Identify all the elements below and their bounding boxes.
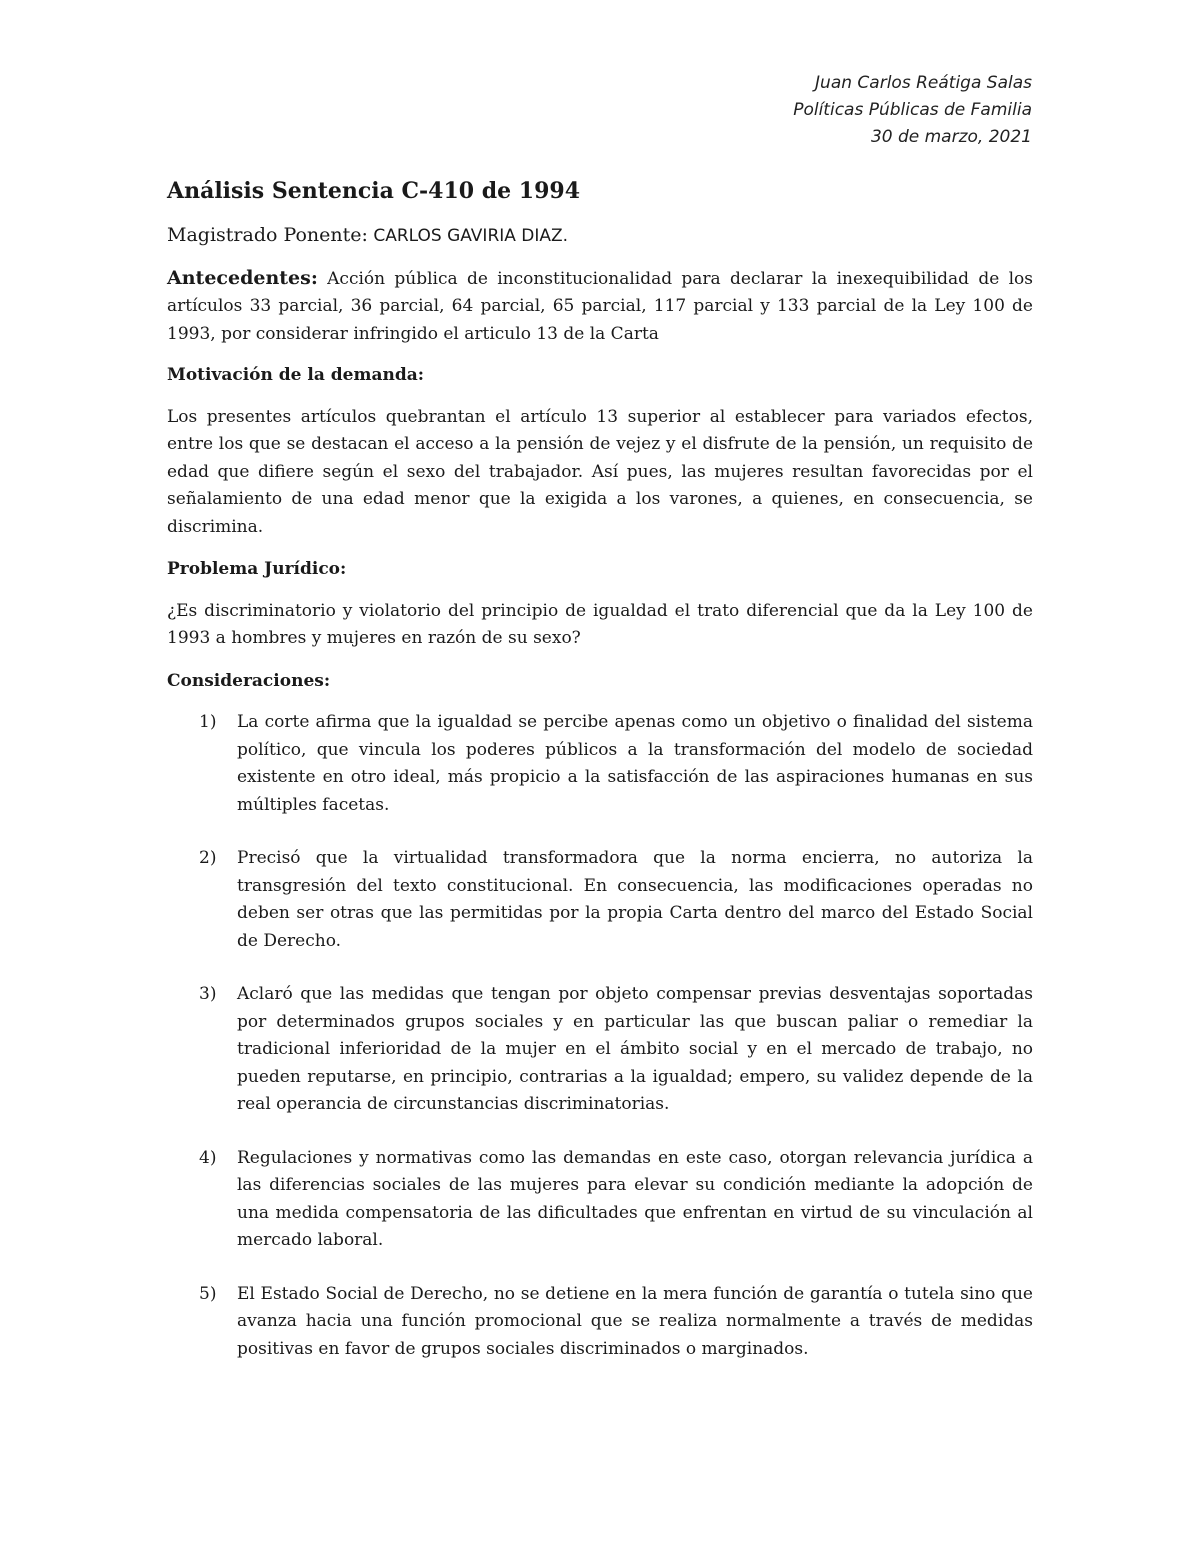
course-name: Políticas Públicas de Familia <box>793 100 1032 120</box>
motivation-heading: Motivación de la demanda: <box>167 365 425 385</box>
magistrate-line <box>167 222 1033 251</box>
considerations-heading: Consideraciones: <box>167 670 331 691</box>
list-item-number: 2) <box>199 848 217 868</box>
magistrate-value: CARLOS GAVIRIA DIAZ. <box>373 226 569 246</box>
list-item-text: Aclaró que las medidas que tengan por objeto compensar previas desventajas soportadas por determinados grupos sociales y en particular las que buscan paliar o remediar la tradicional inferioridad de la mujer en el ámbito social y en el mercado de trabajo, no pueden reputarse, en principio, contrarias a la igualdad; empero, su validez depende de la real operancia de circunstancias discriminatorias. <box>237 984 1033 1114</box>
problem-heading: Problema Jurídico: <box>167 559 347 579</box>
problem-text: ¿Es discriminatorio y violatorio del principio de igualdad el trato diferencial que da la Ley 100 de 1993 a hombres y mujeres en razón de su sexo? <box>167 600 1033 648</box>
list-item <box>167 709 1033 819</box>
background-label: Antecedentes: <box>167 266 318 289</box>
document-body <box>167 176 1033 1389</box>
list-item <box>167 1145 1033 1255</box>
considerations-list <box>167 709 1033 1363</box>
list-item-text: El Estado Social de Derecho, no se detiene en la mera función de garantía o tutela sino que avanza hacia una función promocional que se realiza normalmente a través de medidas positivas en favor de grupos sociales discriminados o marginados. <box>237 1283 1033 1359</box>
background-paragraph <box>167 265 1033 349</box>
author-name: Juan Carlos Reátiga Salas <box>815 73 1032 93</box>
magistrate-label: Magistrado Ponente: <box>167 224 368 246</box>
motivation-text: Los presentes artículos quebrantan el artículo 13 superior al establecer para variados efectos, entre los que se destacan el acceso a la pensión de vejez y el disfrute de la pensión, un requisito de edad que difiere según el sexo del trabajador. Así pues, las mujeres resultan favorecidas por el señalamiento de una edad menor que la exigida a los varones, a quienes, en consecuencia, se discrimina. <box>167 406 1033 537</box>
list-item-number: 1) <box>199 712 217 732</box>
list-item <box>167 1281 1033 1364</box>
document-date: 30 de marzo, 2021 <box>870 127 1032 147</box>
list-item-number: 4) <box>199 1147 217 1168</box>
list-item <box>167 981 1033 1119</box>
list-item-text: Regulaciones y normativas como las demandas en este caso, otorgan relevancia jurídica a las diferencias sociales de las mujeres para elevar su condición mediante la adopción de una medida compensatoria de las dificultades que enfrentan en virtud de su vinculación al mercado laboral. <box>237 1147 1033 1250</box>
background-text: Acción pública de inconstitucionalidad para declarar la inexequibilidad de los artículos 33 parcial, 36 parcial, 64 parcial, 65 parcial, 117 parcial y 133 parcial de la Ley 100 de 1993, por considerar infringido el articulo 13 de la Carta <box>167 268 1034 344</box>
author-block <box>793 70 1032 151</box>
list-item-text: La corte afirma que la igualdad se percibe apenas como un objetivo o finalidad del sistema político, que vincula los poderes públicos a la transformación del modelo de sociedad existente en otro ideal, más propicio a la satisfacción de las aspiraciones humanas en sus múltiples facetas. <box>237 712 1033 815</box>
list-item-number: 3) <box>199 984 217 1004</box>
list-item <box>167 845 1033 955</box>
list-item-text: Precisó que la virtualidad transformadora que la norma encierra, no autoriza la transgresión del texto constitucional. En consecuencia, las modificaciones operadas no deben ser otras que las permitidas por la propia Carta dentro del marco del Estado Social de Derecho. <box>237 848 1033 951</box>
document-title: Análisis Sentencia C-410 de 1994 <box>167 178 581 204</box>
list-item-number: 5) <box>199 1283 217 1304</box>
